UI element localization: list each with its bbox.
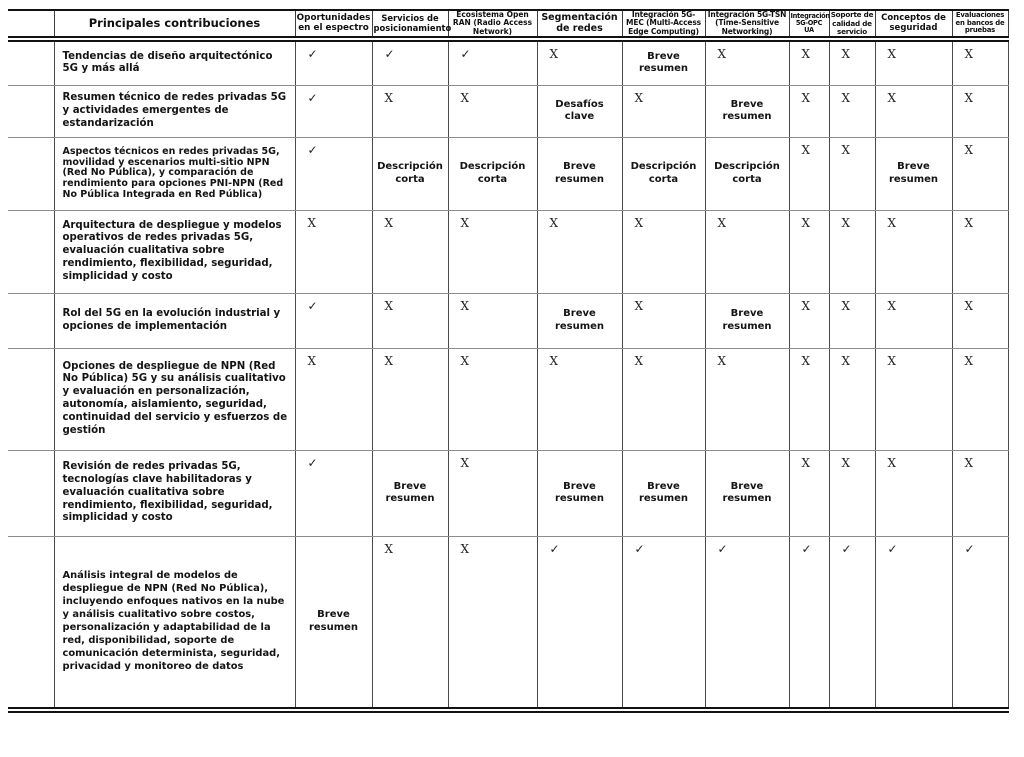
table-row <box>8 39 1008 85</box>
x-mark-cell: X <box>789 450 829 536</box>
column-header-integracion-5g-mec: Integración 5G-MEC (Multi-Access Edge Computing) <box>622 10 705 39</box>
summary-text-cell: Breve resumen <box>705 450 789 536</box>
x-mark-cell: X <box>789 348 829 450</box>
x-mark-cell: X <box>952 348 1008 450</box>
x-mark-cell: X <box>372 293 448 348</box>
x-mark-cell: X <box>952 210 1008 293</box>
contribution-label: Opciones de despliegue de NPN (Red No Pública) 5G y su análisis cualitativo y evaluación en personalización, autonomía, aislamiento, seguridad, continuidad del servicio y esfuerzos de gestión <box>54 348 295 450</box>
x-mark-cell: X <box>789 39 829 85</box>
table-row <box>8 210 1008 293</box>
check-mark-cell: ✓ <box>295 293 372 348</box>
x-mark-cell: X <box>952 137 1008 210</box>
summary-text-cell: Descripción corta <box>705 137 789 210</box>
ref-cell <box>8 85 54 137</box>
check-mark-cell: ✓ <box>448 39 537 85</box>
ref-cell <box>8 348 54 450</box>
summary-text-cell: Desafíos clave <box>537 85 622 137</box>
check-mark-cell: ✓ <box>705 536 789 710</box>
check-mark-cell: ✓ <box>537 536 622 710</box>
x-mark-cell: X <box>875 85 952 137</box>
ref-cell <box>8 536 54 710</box>
summary-text-cell: Breve resumen <box>537 293 622 348</box>
column-header-integracion-5g-opc-ua: Integración 5G-OPC UA <box>789 10 829 39</box>
summary-text-cell: Breve resumen <box>295 536 372 710</box>
x-mark-cell: X <box>829 293 875 348</box>
check-mark-cell: ✓ <box>295 39 372 85</box>
table-row <box>8 137 1008 210</box>
x-mark-cell: X <box>705 210 789 293</box>
x-mark-cell: X <box>372 210 448 293</box>
summary-text-cell: Descripción corta <box>622 137 705 210</box>
contribution-label: Análisis integral de modelos de despliegue de NPN (Red No Pública), incluyendo enfoques nativos en la nube y análisis cualitativo sobre costos, personalización y adaptabilidad de la red, disponibilidad, soporte de comunicación determinista, seguridad, privacidad y monitoreo de datos <box>54 536 295 710</box>
table-row <box>8 536 1008 710</box>
x-mark-cell: X <box>622 85 705 137</box>
check-mark-cell: ✓ <box>875 536 952 710</box>
summary-text-cell: Breve resumen <box>537 137 622 210</box>
x-mark-cell: X <box>448 536 537 710</box>
x-mark-cell: X <box>372 536 448 710</box>
table-row <box>8 450 1008 536</box>
x-mark-cell: X <box>829 85 875 137</box>
x-mark-cell: X <box>875 450 952 536</box>
x-mark-cell: X <box>829 39 875 85</box>
column-header-evaluaciones-bancos-pruebas: Evaluaciones en bancos de pruebas <box>952 10 1008 39</box>
x-mark-cell: X <box>622 293 705 348</box>
summary-text-cell: Breve resumen <box>875 137 952 210</box>
x-mark-cell: X <box>789 293 829 348</box>
x-mark-cell: X <box>829 210 875 293</box>
x-mark-cell: X <box>537 210 622 293</box>
x-mark-cell: X <box>789 85 829 137</box>
x-mark-cell: X <box>829 348 875 450</box>
x-mark-cell: X <box>448 450 537 536</box>
check-mark-cell: ✓ <box>789 536 829 710</box>
contribution-label: Tendencias de diseño arquitectónico 5G y más allá <box>54 39 295 85</box>
column-header-soporte-calidad-servicio: Soporte de calidad de servicio <box>829 10 875 39</box>
x-mark-cell: X <box>537 39 622 85</box>
summary-text-cell: Breve resumen <box>537 450 622 536</box>
x-mark-cell: X <box>952 39 1008 85</box>
column-header-integracion-5g-tsn: Integración 5G-TSN (Time-Sensitive Networking) <box>705 10 789 39</box>
check-mark-cell: ✓ <box>622 536 705 710</box>
table-row <box>8 348 1008 450</box>
table-row <box>8 85 1008 137</box>
summary-text-cell: Breve resumen <box>372 450 448 536</box>
x-mark-cell: X <box>448 348 537 450</box>
x-mark-cell: X <box>952 450 1008 536</box>
column-header-principales-contribuciones: Principales contribuciones <box>54 10 295 39</box>
check-mark-cell: ✓ <box>952 536 1008 710</box>
x-mark-cell: X <box>622 348 705 450</box>
x-mark-cell: X <box>295 210 372 293</box>
x-mark-cell: X <box>789 210 829 293</box>
ref-column-header <box>8 10 54 39</box>
x-mark-cell: X <box>448 85 537 137</box>
x-mark-cell: X <box>875 348 952 450</box>
x-mark-cell: X <box>829 450 875 536</box>
x-mark-cell: X <box>829 137 875 210</box>
check-mark-cell: ✓ <box>295 450 372 536</box>
check-mark-cell: ✓ <box>295 85 372 137</box>
x-mark-cell: X <box>875 39 952 85</box>
contribution-label: Aspectos técnicos en redes privadas 5G, movilidad y escenarios multi-sitio NPN (Red No Pública), y comparación de rendimiento para opciones PNI-NPN (Red No Pública Integrada en Red Pública) <box>54 137 295 210</box>
x-mark-cell: X <box>875 210 952 293</box>
x-mark-cell: X <box>622 210 705 293</box>
summary-text-cell: Descripción corta <box>448 137 537 210</box>
check-mark-cell: ✓ <box>829 536 875 710</box>
x-mark-cell: X <box>537 348 622 450</box>
x-mark-cell: X <box>372 85 448 137</box>
column-header-oportunidades-espectro: Oportunidades en el espectro <box>295 10 372 39</box>
column-header-servicios-posicionamiento: Servicios de posicionamiento <box>372 10 448 39</box>
contribution-label: Rol del 5G en la evolución industrial y opciones de implementación <box>54 293 295 348</box>
x-mark-cell: X <box>952 85 1008 137</box>
x-mark-cell: X <box>448 293 537 348</box>
summary-text-cell: Breve resumen <box>705 85 789 137</box>
check-mark-cell: ✓ <box>372 39 448 85</box>
x-mark-cell: X <box>705 39 789 85</box>
x-mark-cell: X <box>875 293 952 348</box>
summary-text-cell: Breve resumen <box>622 39 705 85</box>
ref-cell <box>8 450 54 536</box>
x-mark-cell: X <box>789 137 829 210</box>
contribution-label: Resumen técnico de redes privadas 5G y actividades emergentes de estandarización <box>54 85 295 137</box>
summary-text-cell: Breve resumen <box>705 293 789 348</box>
contribution-label: Arquitectura de despliegue y modelos operativos de redes privadas 5G, evaluación cualitativa sobre rendimiento, flexibilidad, seguridad, simplicidad y costo <box>54 210 295 293</box>
x-mark-cell: X <box>705 348 789 450</box>
x-mark-cell: X <box>372 348 448 450</box>
ref-cell <box>8 210 54 293</box>
x-mark-cell: X <box>295 348 372 450</box>
table-row <box>8 293 1008 348</box>
ref-cell <box>8 39 54 85</box>
summary-text-cell: Breve resumen <box>622 450 705 536</box>
x-mark-cell: X <box>448 210 537 293</box>
contribution-label: Revisión de redes privadas 5G, tecnologías clave habilitadoras y evaluación cualitativa sobre rendimiento, flexibilidad, seguridad, simplicidad y costo <box>54 450 295 536</box>
column-header-segmentacion-redes: Segmentación de redes <box>537 10 622 39</box>
ref-cell <box>8 293 54 348</box>
column-header-ecosistema-open-ran: Ecosistema Open RAN (Radio Access Network) <box>448 10 537 39</box>
check-mark-cell: ✓ <box>295 137 372 210</box>
header-row <box>8 10 1008 39</box>
summary-text-cell: Descripción corta <box>372 137 448 210</box>
contributions-comparison-table <box>8 9 1009 713</box>
column-header-conceptos-seguridad: Conceptos de seguridad <box>875 10 952 39</box>
ref-cell <box>8 137 54 210</box>
x-mark-cell: X <box>952 293 1008 348</box>
